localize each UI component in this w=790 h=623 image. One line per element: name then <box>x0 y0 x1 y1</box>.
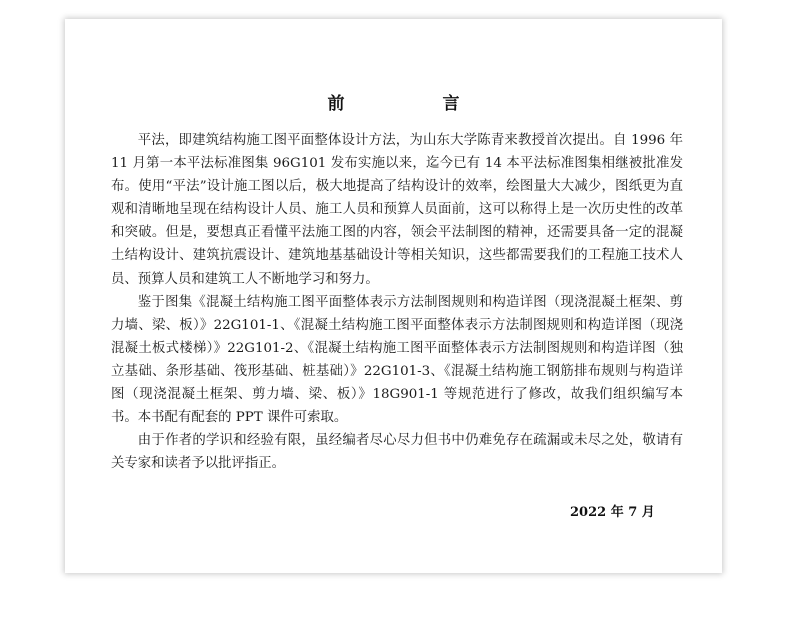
document-page <box>65 19 722 573</box>
page-title: 前 言 <box>327 94 506 114</box>
preface-body <box>111 129 683 475</box>
preface-paragraph: 由于作者的学识和经验有限，虽经编者尽心尽力但书中仍难免存在疏漏或未尽之处，敬请有关专家和读者予以批评指正。 <box>111 433 683 472</box>
preface-paragraph: 鉴于图集《混凝土结构施工图平面整体表示方法制图规则和构造详图（现浇混凝土框架、剪力墙、梁、板）》22G101-1、《混凝土结构施工图平面整体表示方法制图规则和构造详图（现浇混凝土板式楼梯）》22G101-2、《混凝土结构施工图平面整体表示方法制图规则和构造详图（独立基础、条形基础、筏形基础、桩基础）》22G101-3、《混凝土结构施工钢筋排布规则与构造详图（现浇混凝土框架、剪力墙、梁、板）》18G901-1 等规范进行了修改，故我们组织编写本书。本书配有配套的 PPT 课件可索取。 <box>111 294 683 426</box>
preface-paragraph: 平法，即建筑结构施工图平面整体设计方法，为山东大学陈青来教授首次提出。自 1996 年 11 月第一本平法标准图集 96G101 发布实施以来，迄今已有 14 本平法标准图集相继被批准发布。使用“平法”设计施工图以后，极大地提高了结构设计的效率，绘图量大大减少，图纸更为直观和清晰地呈现在结构设计人员、施工人员和预算人员面前，这可以称得上是一次历史性的改革和突破。但是，要想真正看懂平法施工图的内容，领会平法制图的精神，还需要具备一定的混凝土结构设计、建筑抗震设计、建筑地基基础设计等相关知识，这些都需要我们的工程施工技术人员、预算人员和建筑工人不断地学习和努力。 <box>111 133 683 287</box>
signature-date: 2022 年 7 月 <box>570 505 655 520</box>
